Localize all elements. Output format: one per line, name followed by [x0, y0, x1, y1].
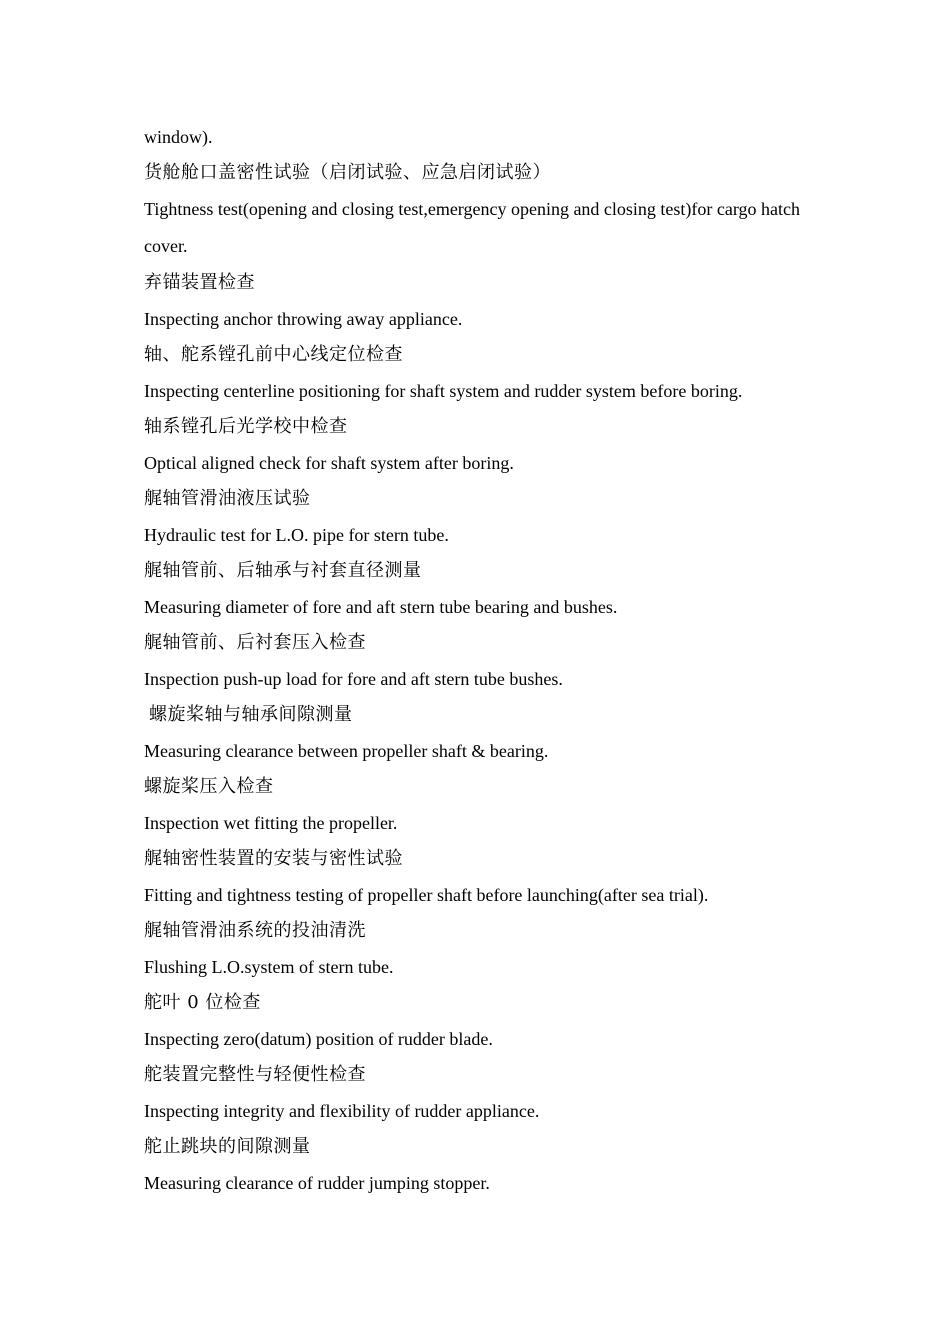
text-centerline-positioning-en: Inspecting centerline positioning for shaft system and rudder system before boring.: [144, 381, 743, 401]
text-cargo-hatch-tightness-en: Tightness test(opening and closing test,emergency opening and closing test)for cargo hatch cover.: [144, 199, 801, 256]
heading-cargo-hatch-tightness-zh: 货舱舱口盖密性试验（启闭试验、应急启闭试验）: [144, 162, 551, 183]
heading-rudder-integrity-zh: 舵装置完整性与轻便性检查: [144, 1064, 366, 1085]
text-shaft-bearing-clearance-en: Measuring clearance between propeller shaft & bearing.: [144, 741, 549, 761]
heading-bush-push-up-zh: 艉轴管前、后衬套压入检查: [144, 632, 366, 653]
text-line-window-end: window).: [144, 127, 213, 147]
heading-anchor-throwing-zh: 弃锚装置检查: [144, 272, 255, 293]
heading-stern-tube-hydraulic-zh: 艉轴管滑油液压试验: [144, 488, 311, 509]
heading-optical-alignment-zh: 轴系镗孔后光学校中检查: [144, 416, 348, 437]
text-bearing-diameter-en: Measuring diameter of fore and aft stern tube bearing and bushes.: [144, 597, 618, 617]
heading-rudder-zero-zh: 舵叶 0 位检查: [144, 992, 261, 1013]
text-shaft-seal-en: Fitting and tightness testing of propeller shaft before launching(after sea trial).: [144, 885, 709, 905]
heading-propeller-fitting-zh: 螺旋桨压入检查: [144, 776, 274, 797]
heading-shaft-bearing-clearance-zh: 螺旋桨轴与轴承间隙测量: [149, 704, 353, 725]
text-rudder-stopper-en: Measuring clearance of rudder jumping stopper.: [144, 1173, 490, 1193]
text-anchor-throwing-en: Inspecting anchor throwing away appliance.: [144, 309, 463, 329]
document-body: [144, 119, 814, 1201]
text-lo-flushing-en: Flushing L.O.system of stern tube.: [144, 957, 394, 977]
text-propeller-fitting-en: Inspection wet fitting the propeller.: [144, 813, 398, 833]
text-stern-tube-hydraulic-en: Hydraulic test for L.O. pipe for stern tube.: [144, 525, 449, 545]
heading-shaft-seal-zh: 艉轴密性装置的安装与密性试验: [144, 848, 403, 869]
heading-rudder-stopper-zh: 舵止跳块的间隙测量: [144, 1136, 311, 1157]
heading-lo-flushing-zh: 艉轴管滑油系统的投油清洗: [144, 920, 366, 941]
heading-centerline-positioning-zh: 轴、舵系镗孔前中心线定位检查: [144, 344, 403, 365]
text-rudder-zero-en: Inspecting zero(datum) position of rudder blade.: [144, 1029, 493, 1049]
text-optical-alignment-en: Optical aligned check for shaft system after boring.: [144, 453, 514, 473]
heading-bearing-diameter-zh: 艉轴管前、后轴承与衬套直径测量: [144, 560, 422, 581]
text-bush-push-up-en: Inspection push-up load for fore and aft stern tube bushes.: [144, 669, 563, 689]
text-rudder-integrity-en: Inspecting integrity and flexibility of rudder appliance.: [144, 1101, 540, 1121]
